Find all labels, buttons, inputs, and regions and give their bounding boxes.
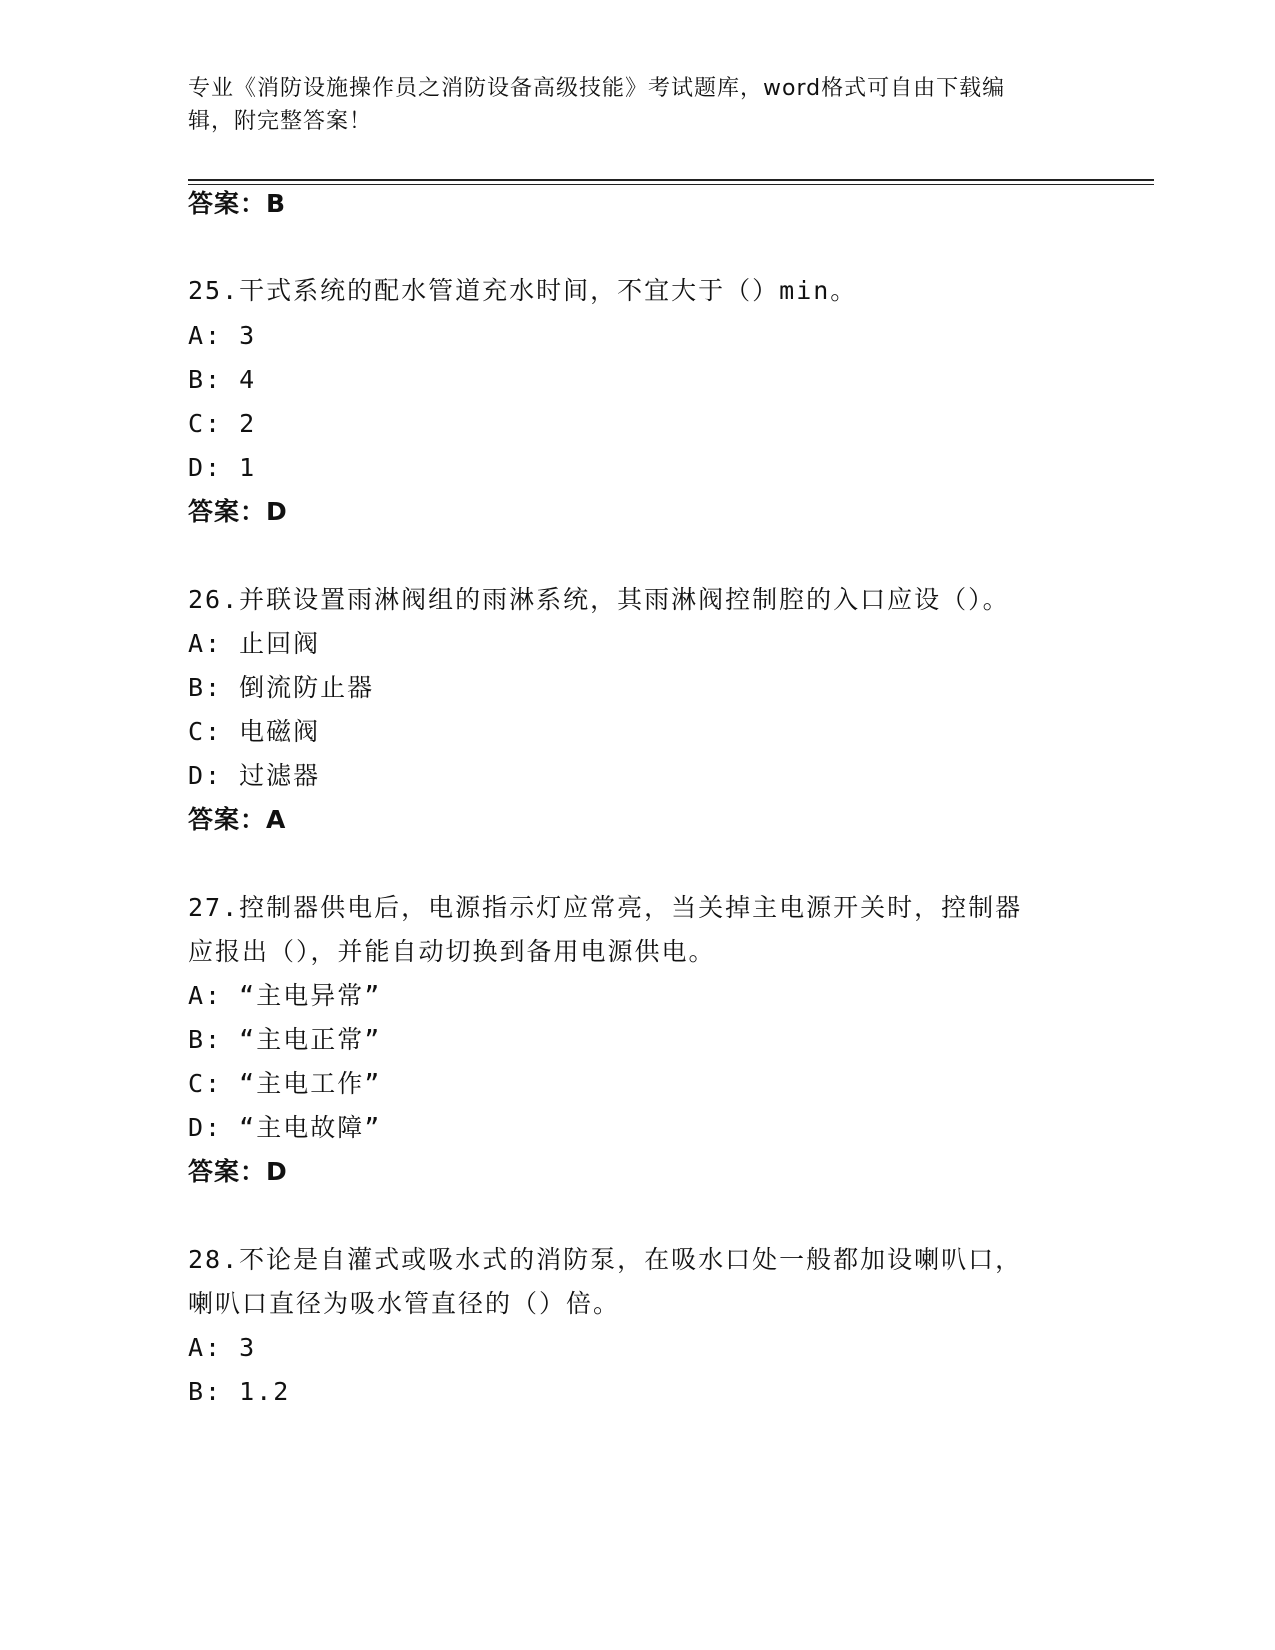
question-27-stem-line-1: 27.控制器供电后，电源指示灯应常亮，当关掉主电源开关时，控制器 <box>188 893 1023 922</box>
header-divider-thin <box>188 184 1154 185</box>
question-28-stem-line-1: 28.不论是自灌式或吸水式的消防泵，在吸水口处一般都加设喇叭口， <box>188 1245 1023 1274</box>
question-27-option-d: D: “主电故障” <box>188 1113 382 1142</box>
question-25-option-d: D: 1 <box>188 453 257 482</box>
header-line-2: 辑，附完整答案！ <box>188 109 373 134</box>
document-header <box>188 72 1088 138</box>
question-27-answer: 答案：D <box>188 1157 288 1186</box>
question-27-option-c: C: “主电工作” <box>188 1069 382 1098</box>
header-line-1: 专业《消防设施操作员之消防设备高级技能》考试题库，word格式可自由下载编 <box>188 76 1006 101</box>
answer-24: 答案：B <box>188 189 287 218</box>
question-25-option-b: B: 4 <box>188 365 257 394</box>
question-28-option-a: A: 3 <box>188 1333 257 1362</box>
question-26-option-b: B: 倒流防止器 <box>188 673 375 702</box>
question-26-option-d: D: 过滤器 <box>188 761 321 790</box>
question-26-option-a: A: 止回阀 <box>188 629 321 658</box>
question-25-option-c: C: 2 <box>188 409 257 438</box>
question-27-option-a: A: “主电异常” <box>188 981 382 1010</box>
question-28-option-b: B: 1.2 <box>188 1377 291 1406</box>
question-27-stem-line-2: 应报出（），并能自动切换到备用电源供电。 <box>188 937 716 966</box>
header-divider <box>188 179 1154 181</box>
question-25-answer: 答案：D <box>188 497 288 526</box>
question-26-answer: 答案：A <box>188 805 287 834</box>
question-28-stem-line-2: 喇叭口直径为吸水管直径的（）倍。 <box>188 1289 621 1318</box>
question-25-stem: 25.干式系统的配水管道充水时间，不宜大于（）min。 <box>188 276 858 305</box>
question-25-option-a: A: 3 <box>188 321 257 350</box>
question-26-option-c: C: 电磁阀 <box>188 717 321 746</box>
question-27-option-b: B: “主电正常” <box>188 1025 382 1054</box>
question-26-stem: 26.并联设置雨淋阀组的雨淋系统，其雨淋阀控制腔的入口应设（）。 <box>188 585 1010 614</box>
